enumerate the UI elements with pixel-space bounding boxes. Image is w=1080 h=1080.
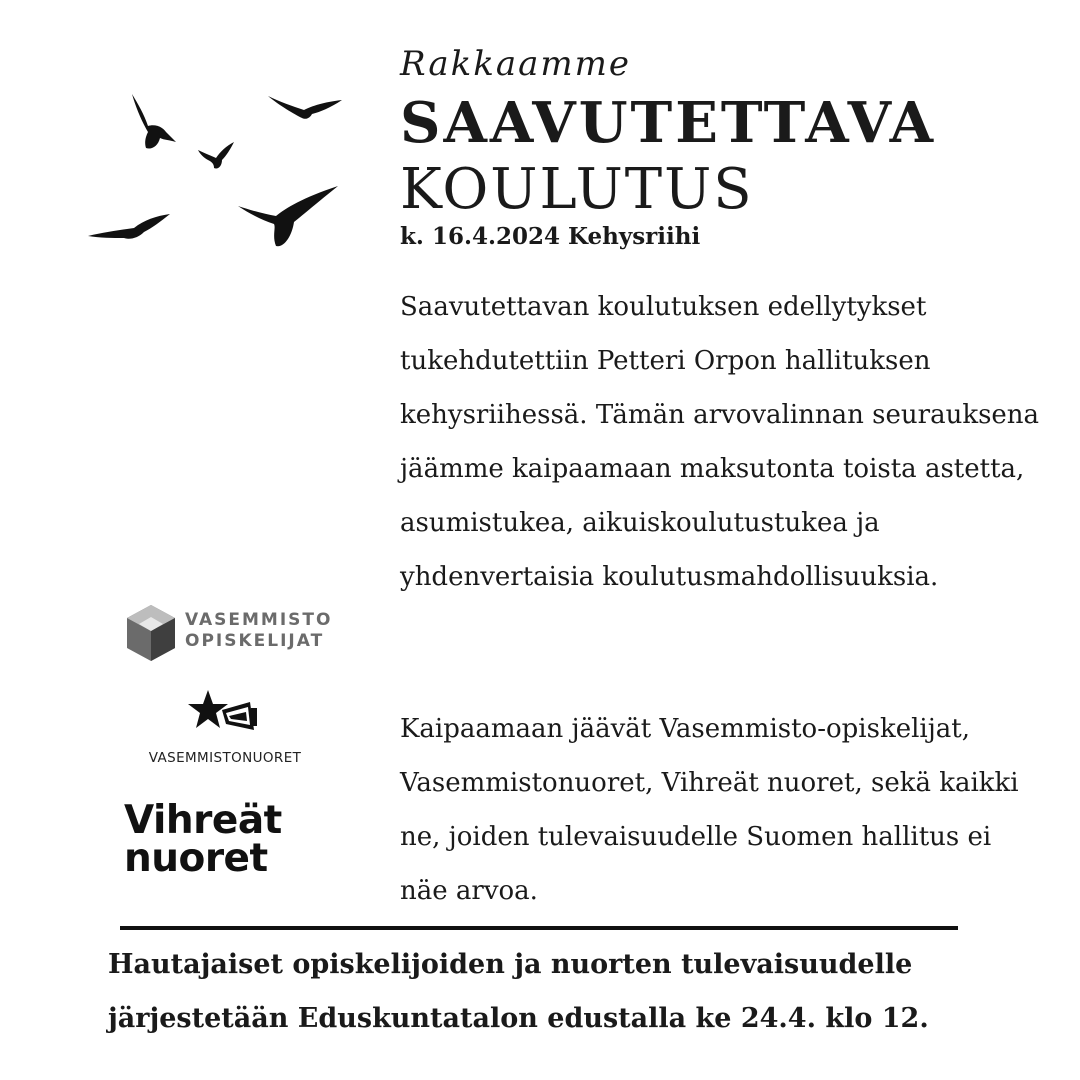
hexagon-cube-icon (125, 604, 177, 662)
kicker: Rakkaamme (400, 44, 631, 84)
vihreat-wordmark-line-1: Vihreät (124, 798, 282, 843)
body-paragraph-1: Saavutettavan koulutuksen edellytykset tukehdutettiin Petteri Orpon hallituksen kehysriihessä. Tämän arvovalinnan seurauksena jäämme kaipaamaan maksutonta toista astetta, asumistukea, aikuiskoulutustukea ja yhdenvertaisia koulutusmahdollisuuksia. (400, 292, 1040, 592)
footer-announcement: Hautajaiset opiskelijoiden ja nuorten tulevaisuudelle järjestetään Eduskuntatalon edustalla ke 24.4. klo 12. (108, 949, 929, 1034)
vasemmistonuoret-wordmark: VASEMMISTONUORET (148, 750, 302, 766)
body-paragraph-2: Kaipaamaan jäävät Vasemmisto-opiskelijat, Vasemmistonuoret, Vihreät nuoret, sekä kaikki ne, joiden tulevaisuudelle Suomen hallitus ei näe arvoa. (400, 714, 1019, 906)
headline-line-1: SAAVUTETTAVA (400, 90, 937, 156)
dateline: k. 16.4.2024 Kehysriihi (400, 223, 701, 250)
vasemmistonuoret-logo (120, 688, 330, 772)
headline-line-2: KOULUTUS (400, 157, 754, 222)
flying-birds-icon (80, 80, 350, 260)
divider (120, 926, 958, 930)
title-block (400, 40, 1040, 252)
vasemmisto-opiskelijat-wordmark (185, 610, 332, 652)
vo-wordmark-line-1: VASEMMISTO (185, 610, 333, 630)
star-megaphone-icon (188, 688, 260, 746)
vihreat-nuoret-logo (124, 798, 324, 881)
vasemmisto-opiskelijat-logo (125, 604, 333, 664)
vihreat-wordmark-line-2: nuoret (124, 836, 268, 881)
vo-wordmark-line-2: OPISKELIJAT (185, 631, 325, 651)
